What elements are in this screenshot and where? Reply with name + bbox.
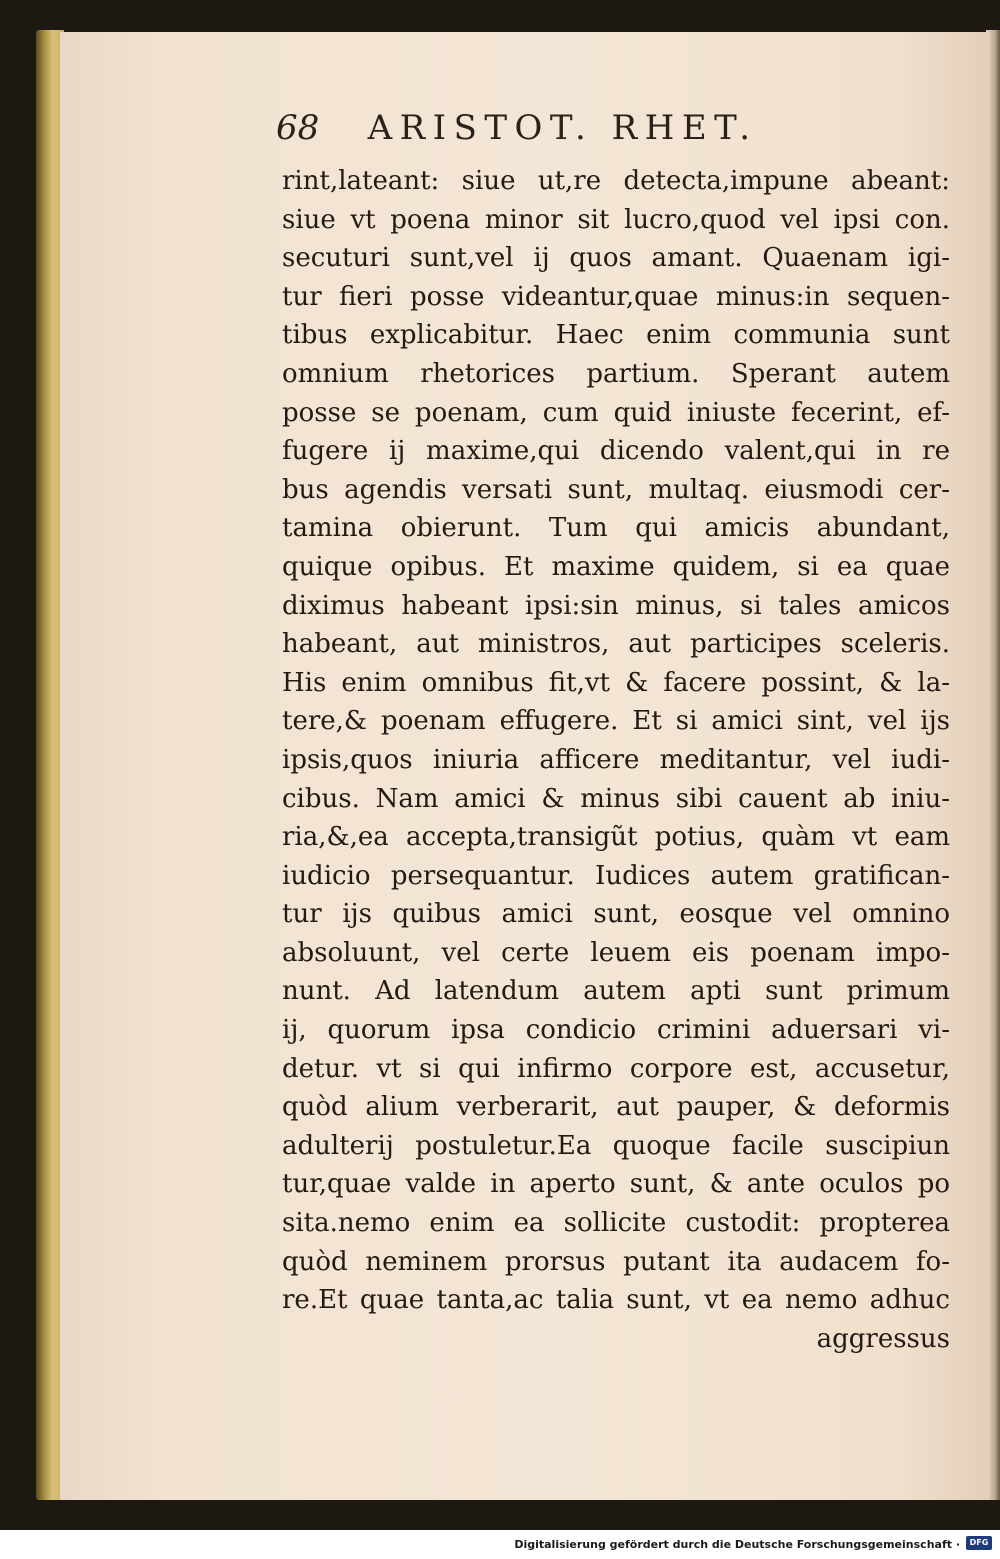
footer-bar [0, 1530, 1000, 1559]
text-line: absoluunt, vel certe leuem eis poenam impo- [282, 937, 950, 968]
text-line: posse se poenam, cum quid iniuste fecerint, ef- [282, 397, 950, 428]
text-line: iudicio persequantur. Iudices autem gratifican- [282, 860, 950, 891]
text-line: tibus explicabitur. Haec enim communia sunt [282, 320, 950, 351]
text-line: ij, quorum ipsa condicio crimini aduersari vi- [282, 1015, 950, 1046]
text-line: sita.nemo enim ea sollicite custodit: propterea [282, 1208, 950, 1239]
text-line: tur ijs quibus amici sunt, eosque vel omnino [282, 899, 950, 930]
text-line: re.Et quae tanta,ac talia sunt, vt ea nemo adhuc [282, 1285, 950, 1316]
text-line: ria,&,ea accepta,transigũt potius, quàm vt eam [282, 822, 950, 853]
page-number: 68 [276, 108, 320, 148]
text-line: tere,& poenam effugere. Et si amici sint, vel ijs [282, 706, 950, 737]
text-line: tamina obierunt. Tum qui amicis abundant, [282, 513, 950, 544]
text-line: bus agendis versati sunt, multaq. eiusmodi cer- [282, 474, 950, 505]
text-line: cibus. Nam amici & minus sibi cauent ab iniu- [282, 783, 950, 814]
text-line: rint,lateant: siue ut,re detecta,impune abeant: [282, 166, 950, 196]
text-line: adulterij postuletur.Ea quoque facile suscipiun [282, 1130, 950, 1161]
dfg-logo-icon: DFG [966, 1536, 992, 1550]
catchword: aggressus [816, 1323, 950, 1354]
text-line: omnium rhetorices partium. Sperant autem [282, 358, 950, 389]
running-header [276, 108, 856, 156]
text-line: siue vt poena minor sit lucro,quod vel ipsi con. [282, 204, 950, 235]
text-line: detur. vt si qui infirmo corpore est, accusetur, [282, 1053, 950, 1084]
running-title: ARISTOT. RHET. [367, 108, 758, 148]
text-line: diximus habeant ipsi:sin minus, si tales amicos [282, 590, 950, 621]
text-line: tur fieri posse videantur,quae minus:in sequen- [282, 281, 950, 312]
body-text [282, 162, 950, 1358]
text-line: ipsis,quos iniuria afficere meditantur, vel iudi- [282, 744, 950, 775]
text-line: quòd alium verberarit, aut pauper, & deformis [282, 1092, 950, 1123]
text-line: tur,quae valde in aperto sunt, & ante oculos po [282, 1169, 950, 1200]
text-line: quique opibus. Et maxime quidem, si ea quae [282, 551, 950, 582]
funding-credit: Digitalisierung gefördert durch die Deutsche Forschungsgemeinschaft · [514, 1538, 960, 1551]
text-line: quòd neminem prorsus putant ita audacem fo- [282, 1246, 950, 1277]
text-line: habeant, aut ministros, aut participes sceleris. [282, 629, 950, 660]
text-line: fugere ij maxime,qui dicendo valent,qui in re [282, 436, 950, 467]
text-line: secuturi sunt,vel ij quos amant. Quaenam igi- [282, 243, 950, 274]
text-line: nunt. Ad latendum autem apti sunt primum [282, 976, 950, 1007]
text-line: His enim omnibus fit,vt & facere possint, & la- [282, 667, 950, 698]
